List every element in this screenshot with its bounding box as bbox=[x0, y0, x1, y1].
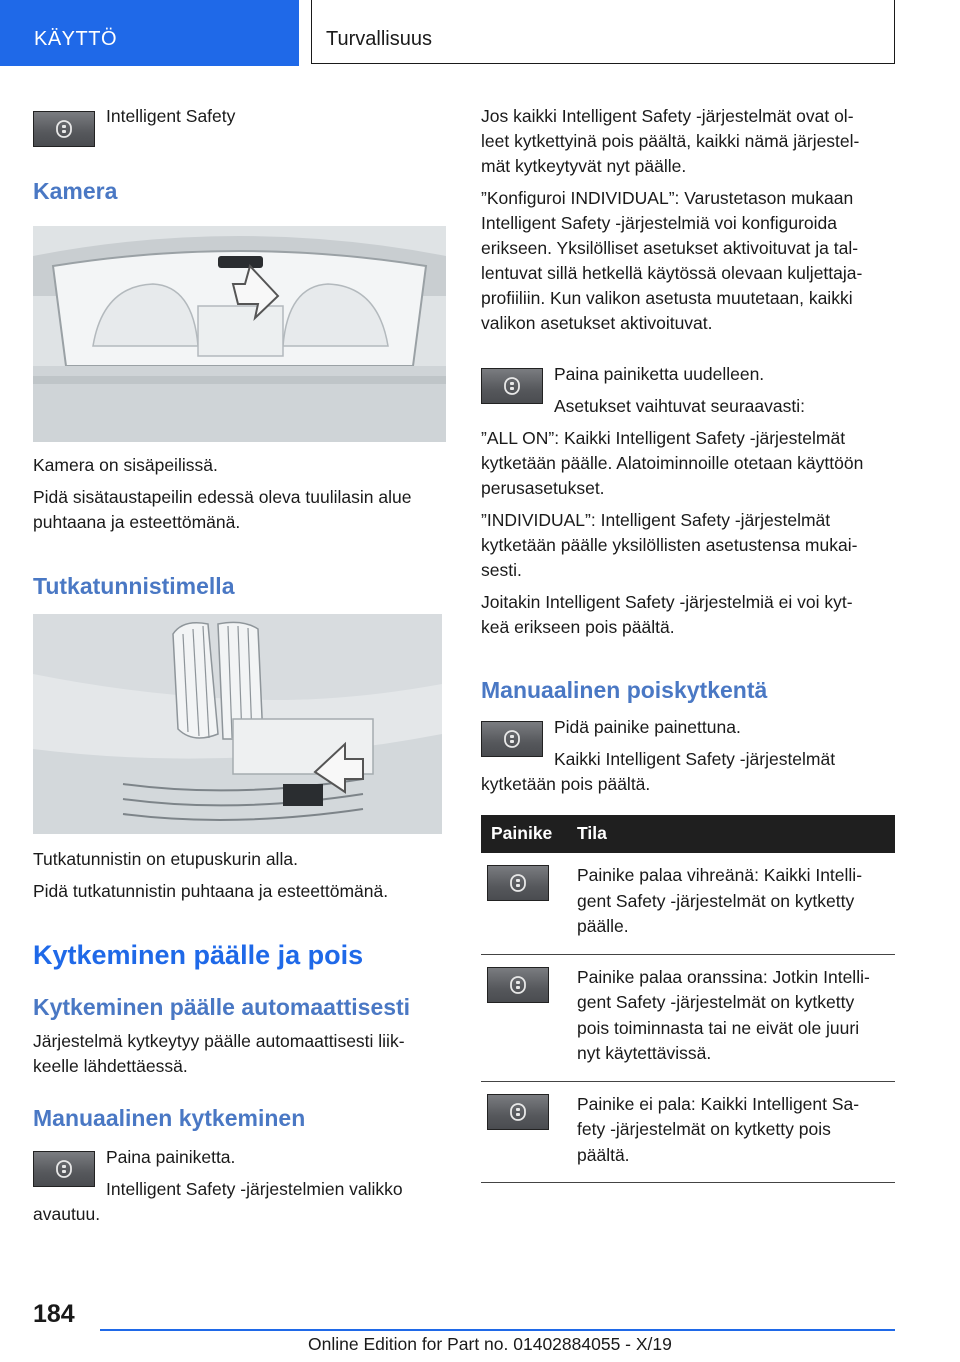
radar-location-illustration bbox=[33, 614, 442, 834]
table-cell-button bbox=[481, 954, 577, 1081]
manual-text-1: Paina painiketta. bbox=[106, 1147, 236, 1167]
right-p1-line-1: Jos kaikki Intelligent Safety -järjestelmät ovat ol- bbox=[481, 106, 854, 126]
state-line: Painike palaa oranssina: Jotkin Intelli- bbox=[577, 966, 870, 987]
intro-button-label: Intelligent Safety bbox=[106, 106, 236, 126]
allon-line-2: kytketään päälle. Alatoiminnoille otetaan käyttöön bbox=[481, 453, 864, 473]
right-p2-line-3: erikseen. Yksilölliset asetukset aktivoituvat ja tal- bbox=[481, 238, 859, 258]
state-line: päälle. bbox=[577, 916, 629, 936]
state-line: pois toiminnasta tai ne eivät ole juuri bbox=[577, 1017, 860, 1038]
off-text-2-line-2: kytketään pois päältä. bbox=[481, 774, 651, 794]
header-section-tab bbox=[0, 0, 299, 66]
individual-line-3: sesti. bbox=[481, 560, 522, 580]
off-text-1: Pidä painike painettuna. bbox=[554, 717, 741, 737]
intelligent-safety-icon bbox=[501, 375, 523, 397]
intelligent-safety-icon bbox=[53, 1158, 75, 1180]
auto-text-line-2: keelle lähdettäessä. bbox=[33, 1056, 188, 1076]
manual-heading: Manuaalinen kytkeminen bbox=[33, 1105, 306, 1131]
camera-heading: Kamera bbox=[33, 178, 118, 204]
individual-line-2: kytketään päälle yksilöllisten asetustensa mukai- bbox=[481, 535, 858, 555]
radar-text-2: Pidä tutkatunnistin puhtaana ja esteettömänä. bbox=[33, 881, 389, 901]
radar-text-1: Tutkatunnistin on etupuskurin alla. bbox=[33, 849, 298, 869]
auto-heading: Kytkeminen päälle automaattisesti bbox=[33, 994, 411, 1020]
intelligent-safety-button-illustration bbox=[487, 967, 549, 1003]
state-line: nyt käytettävissä. bbox=[577, 1043, 712, 1063]
header-topic-label: Turvallisuus bbox=[326, 28, 432, 50]
state-line: gent Safety -järjestelmät on kytketty bbox=[577, 890, 855, 911]
intelligent-safety-icon bbox=[507, 1101, 529, 1123]
state-line: Painike palaa vihreänä: Kaikki Intelli- bbox=[577, 865, 863, 885]
allon-line-3: perusasetukset. bbox=[481, 478, 605, 498]
intelligent-safety-button-illustration bbox=[487, 1094, 549, 1130]
allon-line-1: ”ALL ON”: Kaikki Intelligent Safety -järjestelmät bbox=[481, 428, 846, 448]
manual-text-2-line-1: Intelligent Safety -järjestelmien valikko bbox=[106, 1179, 403, 1199]
table-row bbox=[481, 853, 895, 954]
state-line: päältä. bbox=[577, 1144, 630, 1165]
manual-text-2-line-2: avautuu. bbox=[33, 1204, 101, 1224]
intelligent-safety-icon bbox=[507, 974, 529, 996]
table-cell-button bbox=[481, 853, 577, 954]
table-cell-state bbox=[577, 954, 895, 1081]
table-row bbox=[481, 954, 895, 1081]
right-p2-line-1: ”Konfiguroi INDIVIDUAL”: Varustetason mukaan bbox=[481, 188, 854, 208]
table-header-state: Tila bbox=[577, 815, 895, 853]
intelligent-safety-button-illustration bbox=[481, 368, 543, 404]
auto-text-line-1: Järjestelmä kytkeytyy päälle automaattisesti liik- bbox=[33, 1031, 405, 1051]
footer-divider bbox=[100, 1329, 895, 1331]
right-p2-line-6: valikon asetukset aktivoituvat. bbox=[481, 313, 713, 333]
intelligent-safety-button-illustration bbox=[481, 721, 543, 757]
intelligent-safety-icon bbox=[507, 872, 529, 894]
table-header-button: Painike bbox=[481, 815, 577, 853]
radar-heading: Tutkatunnistimella bbox=[33, 573, 235, 599]
individual-line-1: ”INDIVIDUAL”: Intelligent Safety -järjestelmät bbox=[481, 510, 831, 530]
state-line: Painike ei pala: Kaikki Intelligent Sa- bbox=[577, 1093, 860, 1114]
table-cell-state bbox=[577, 853, 895, 954]
table-header-row bbox=[481, 815, 895, 853]
table-cell-button bbox=[481, 1081, 577, 1183]
right-p1-line-3: mät kytkeytyvät nyt päälle. bbox=[481, 156, 687, 176]
table-cell-state bbox=[577, 1081, 895, 1183]
intelligent-safety-icon bbox=[53, 118, 75, 140]
edition-footer: Online Edition for Part no. 01402884055 - X/19 bbox=[308, 1334, 672, 1354]
some-systems-line-1: Joitakin Intelligent Safety -järjestelmiä ei voi kyt- bbox=[481, 592, 853, 612]
header-topic-tab bbox=[311, 0, 895, 64]
button-status-table bbox=[481, 815, 895, 1183]
camera-text-2-line-1: Pidä sisätaustapeilin edessä oleva tuulilasin alue bbox=[33, 487, 412, 507]
camera-text-1: Kamera on sisäpeilissä. bbox=[33, 455, 218, 475]
onoff-heading: Kytkeminen päälle ja pois bbox=[33, 940, 364, 970]
state-line: gent Safety -järjestelmät on kytketty bbox=[577, 992, 855, 1012]
intelligent-safety-button-illustration bbox=[33, 1151, 95, 1187]
off-text-2-line-1: Kaikki Intelligent Safety -järjestelmät bbox=[554, 749, 836, 769]
header-section-label: KÄYTTÖ bbox=[34, 28, 118, 50]
manual-off-heading: Manuaalinen poiskytkentä bbox=[481, 677, 768, 703]
intelligent-safety-button-illustration bbox=[487, 865, 549, 901]
intelligent-safety-icon bbox=[501, 728, 523, 750]
right-p2-line-2: Intelligent Safety -järjestelmiä voi konfiguroida bbox=[481, 213, 838, 233]
again-text-2: Asetukset vaihtuvat seuraavasti: bbox=[554, 396, 805, 416]
again-text-1: Paina painiketta uudelleen. bbox=[554, 364, 765, 384]
state-line: fety -järjestelmät on kytketty pois bbox=[577, 1119, 831, 1139]
right-p2-line-4: lentuvat sillä hetkellä käytössä olevaan kuljettaja- bbox=[481, 263, 863, 283]
right-p1-line-2: leet kytkettyinä pois päältä, kaikki nämä järjestel- bbox=[481, 131, 860, 151]
page-number: 184 bbox=[33, 1300, 75, 1328]
right-p2-line-5: profiiliin. Kun valikon asetusta muutetaan, kaikki bbox=[481, 288, 853, 308]
intelligent-safety-button-illustration bbox=[33, 111, 95, 147]
camera-text-2-line-2: puhtaana ja esteettömänä. bbox=[33, 512, 241, 532]
camera-location-illustration bbox=[33, 226, 446, 442]
some-systems-line-2: keä erikseen pois päältä. bbox=[481, 617, 675, 637]
table-row bbox=[481, 1081, 895, 1183]
